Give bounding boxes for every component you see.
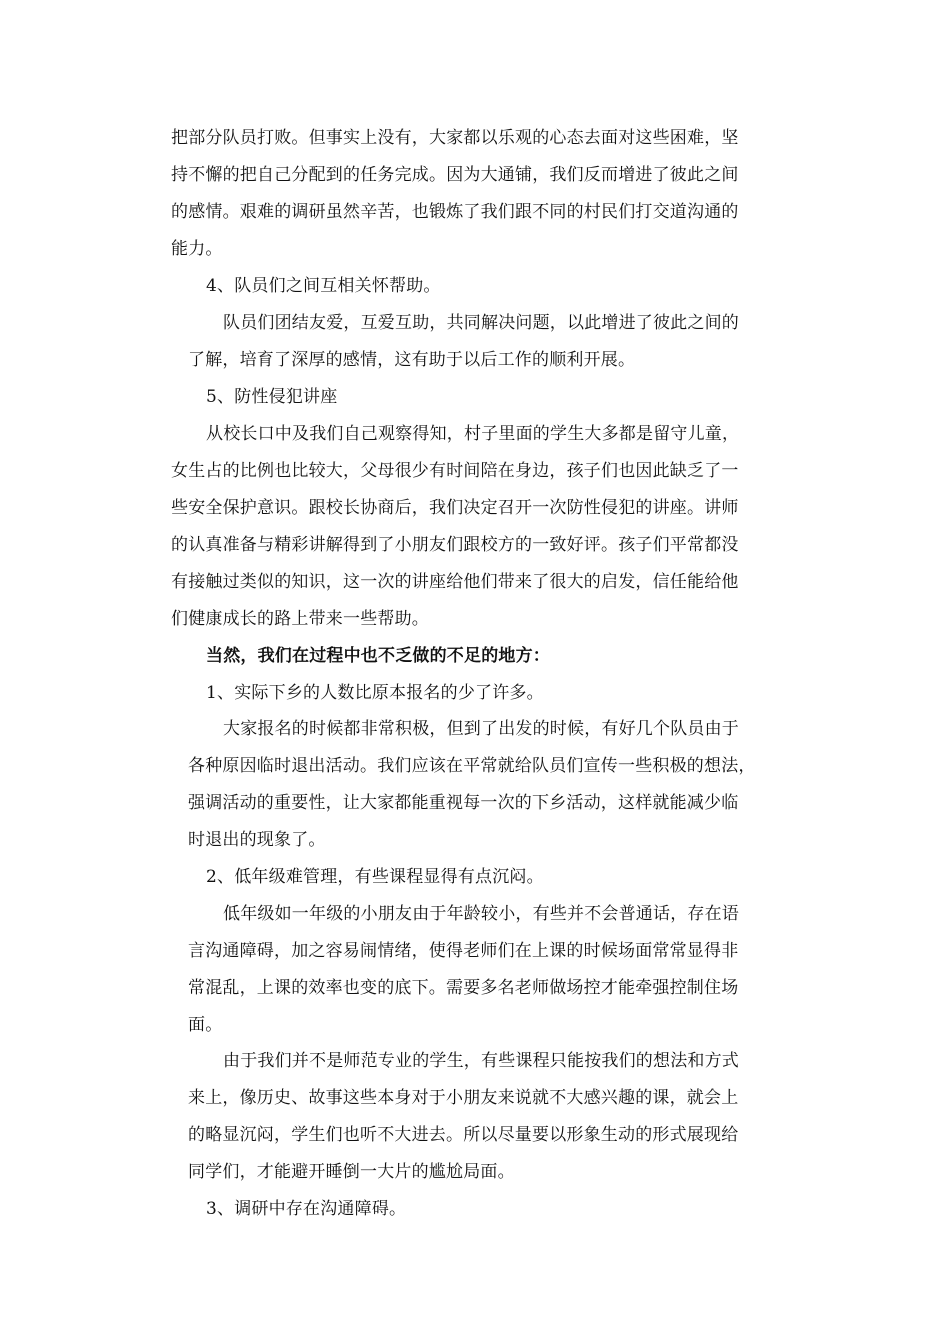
paragraph-line: 来上，像历史、故事这些本身对于小朋友来说就不大感兴趣的课，就会上 <box>188 1088 739 1108</box>
paragraph-line: 从校长口中及我们自己观察得知，村子里面的学生大多都是留守儿童， <box>206 424 740 444</box>
paragraph-line: 的略显沉闷，学生们也听不大进去。所以尽量要以形象生动的形式展现给 <box>188 1125 739 1145</box>
paragraph-line: 低年级如一年级的小朋友由于年龄较小，有些并不会普通话，存在语 <box>223 904 739 924</box>
section-heading: 2、低年级难管理，有些课程显得有点沉闷。 <box>206 867 544 887</box>
paragraph-line: 同学们，才能避开睡倒一大片的尴尬局面。 <box>188 1162 515 1182</box>
paragraph-line: 强调活动的重要性，让大家都能重视每一次的下乡活动，这样就能减少临 <box>188 793 739 813</box>
paragraph-line: 有接触过类似的知识，这一次的讲座给他们带来了很大的启发，信任能给他 <box>171 572 739 592</box>
paragraph-line: 各种原因临时退出活动。我们应该在平常就给队员们宣传一些积极的想法， <box>188 756 756 776</box>
paragraph-line: 些安全保护意识。跟校长协商后，我们决定召开一次防性侵犯的讲座。讲师 <box>171 498 739 518</box>
section-heading: 5、防性侵犯讲座 <box>206 387 338 407</box>
paragraph-line: 女生占的比例也比较大，父母很少有时间陪在身边，孩子们也因此缺乏了一 <box>171 461 739 481</box>
paragraph-line: 了解，培育了深厚的感情，这有助于以后工作的顺利开展。 <box>188 350 636 370</box>
paragraph-line: 队员们团结友爱，互爱互助，共同解决问题，以此增进了彼此之间的 <box>223 313 739 333</box>
section-heading: 1、实际下乡的人数比原本报名的少了许多。 <box>206 683 544 703</box>
paragraph-line: 的认真准备与精彩讲解得到了小朋友们跟校方的一致好评。孩子们平常都没 <box>171 535 739 555</box>
paragraph-line: 大家报名的时候都非常积极，但到了出发的时候，有好几个队员由于 <box>223 719 739 739</box>
paragraph-line: 常混乱，上课的效率也变的底下。需要多名老师做场控才能牵强控制住场 <box>188 978 739 998</box>
paragraph-line: 时退出的现象了。 <box>188 830 326 850</box>
paragraph-line: 言沟通障碍，加之容易闹情绪，使得老师们在上课的时候场面常常显得非 <box>188 941 739 961</box>
paragraph-line: 面。 <box>188 1015 223 1035</box>
section-heading: 3、调研中存在沟通障碍。 <box>206 1199 407 1219</box>
paragraph-line: 持不懈的把自己分配到的任务完成。因为大通铺，我们反而增进了彼此之间 <box>171 165 739 185</box>
paragraph-line: 由于我们并不是师范专业的学生，有些课程只能按我们的想法和方式 <box>223 1051 739 1071</box>
paragraph-line: 把部分队员打败。但事实上没有，大家都以乐观的心态去面对这些困难，坚 <box>171 128 739 148</box>
bold-heading: 当然，我们在过程中也不乏做的不足的地方： <box>206 646 550 666</box>
paragraph-line: 们健康成长的路上带来一些帮助。 <box>171 609 429 629</box>
section-heading: 4、队员们之间互相关怀帮助。 <box>206 276 441 296</box>
paragraph-line: 的感情。艰难的调研虽然辛苦，也锻炼了我们跟不同的村民们打交道沟通的 <box>171 202 739 222</box>
paragraph-line: 能力。 <box>171 239 223 259</box>
